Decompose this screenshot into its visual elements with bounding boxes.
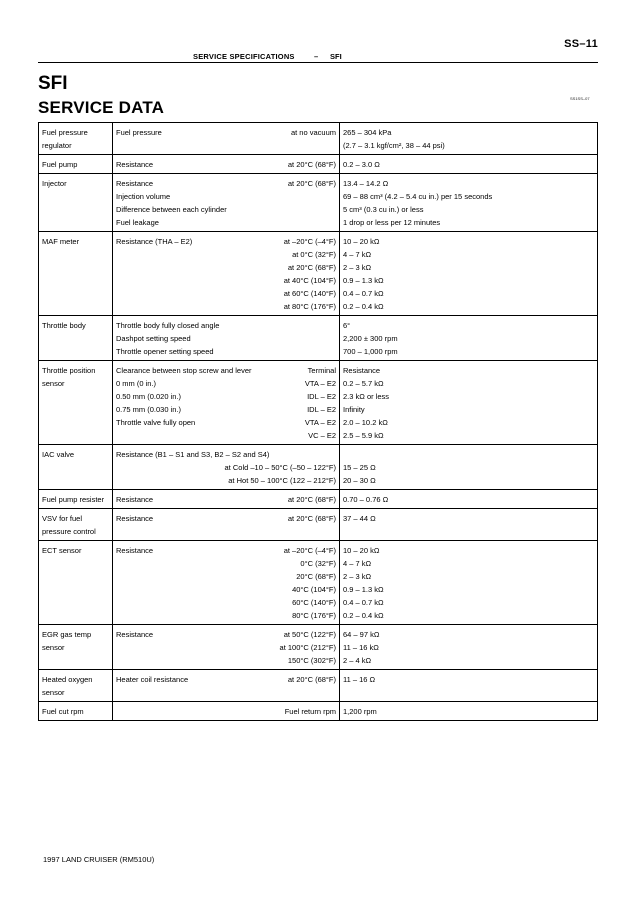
spec-condition: 60°C (140°F) [292, 598, 336, 607]
spec-line [116, 190, 336, 203]
spec-item [39, 316, 113, 361]
spec-value: 10 – 20 kΩ [343, 237, 380, 246]
spec-label: Throttle valve fully open [116, 418, 196, 427]
spec-line [116, 416, 336, 429]
spec-item-label: Heated oxygen sensor [42, 675, 93, 697]
spec-item [39, 490, 113, 509]
spec-item [39, 509, 113, 541]
spec-line [116, 216, 336, 229]
spec-value: 64 – 97 kΩ [343, 630, 380, 639]
spec-condition: at 20°C (68°F) [287, 675, 336, 684]
spec-values [340, 625, 598, 670]
spec-conditions [113, 155, 340, 174]
spec-value: 6° [343, 321, 351, 330]
spec-line [116, 429, 336, 442]
spec-label: Fuel pressure [116, 128, 162, 137]
spec-line [116, 493, 336, 506]
spec-item [39, 670, 113, 702]
spec-value: 0.4 – 0.7 kΩ [343, 289, 384, 298]
spec-line [116, 345, 336, 358]
spec-item-label: MAF meter [42, 237, 80, 246]
spec-label: 0.50 mm (0.020 in.) [116, 392, 182, 401]
spec-value: (2.7 – 3.1 kgf/cm², 38 – 44 psi) [343, 141, 445, 150]
spec-item [39, 541, 113, 625]
spec-condition: at 20°C (68°F) [287, 160, 336, 169]
spec-line [116, 461, 336, 474]
spec-conditions [113, 702, 340, 721]
spec-item-label: Fuel cut rpm [42, 707, 84, 716]
spec-row [39, 316, 598, 361]
running-header-subtitle: SFI [330, 52, 342, 61]
spec-line [116, 319, 336, 332]
spec-condition: 20°C (68°F) [296, 572, 336, 581]
spec-value: 2 – 3 kΩ [343, 263, 372, 272]
spec-values [340, 361, 598, 445]
spec-value: 1 drop or less per 12 minutes [343, 218, 441, 227]
spec-value: 0.2 – 5.7 kΩ [343, 379, 384, 388]
spec-condition: Terminal [307, 366, 336, 375]
spec-value: 2.0 – 10.2 kΩ [343, 418, 388, 427]
spec-value: 4 – 7 kΩ [343, 559, 372, 568]
spec-condition: at 0°C (32°F) [292, 250, 336, 259]
spec-values [340, 155, 598, 174]
spec-value: 1,200 rpm [343, 707, 377, 716]
spec-values [340, 174, 598, 232]
spec-row [39, 123, 598, 155]
spec-line [116, 596, 336, 609]
page-number: SS–11 [564, 38, 598, 50]
spec-condition: at –20°C (–4°F) [283, 546, 336, 555]
service-data-table [38, 122, 598, 721]
spec-condition: at 20°C (68°F) [287, 179, 336, 188]
spec-condition: VTA – E2 [304, 418, 336, 427]
spec-condition: at Hot 50 – 100°C (122 – 212°F) [228, 476, 336, 485]
spec-line [116, 628, 336, 641]
spec-value: 69 – 88 cm³ (4.2 – 5.4 cu in.) per 15 seconds [343, 192, 493, 201]
spec-conditions [113, 174, 340, 232]
spec-label: 0.75 mm (0.030 in.) [116, 405, 182, 414]
spec-line [116, 390, 336, 403]
spec-item-label: EGR gas temp sensor [42, 630, 92, 652]
spec-item-label: ECT sensor [42, 546, 82, 555]
spec-condition: at no vacuum [290, 128, 336, 137]
spec-value: 4 – 7 kΩ [343, 250, 372, 259]
spec-value: 13.4 – 14.2 Ω [343, 179, 389, 188]
spec-condition: 40°C (104°F) [292, 585, 336, 594]
spec-item-label: IAC valve [42, 450, 75, 459]
spec-label: Dashpot setting speed [116, 334, 191, 343]
spec-line [116, 512, 336, 525]
spec-condition: 0°C (32°F) [300, 559, 336, 568]
spec-value: 700 – 1,000 rpm [343, 347, 398, 356]
spec-line [116, 705, 336, 718]
spec-row [39, 702, 598, 721]
spec-item [39, 174, 113, 232]
spec-line [116, 158, 336, 171]
spec-item-label: Fuel pressure regulator [42, 128, 88, 150]
spec-line [116, 287, 336, 300]
spec-value [343, 448, 594, 461]
spec-label: Throttle body fully closed angle [116, 321, 220, 330]
spec-conditions [113, 361, 340, 445]
spec-line [116, 609, 336, 622]
spec-condition: 80°C (176°F) [292, 611, 336, 620]
spec-label: Resistance [116, 179, 154, 188]
spec-label: Resistance [116, 514, 154, 523]
spec-row [39, 509, 598, 541]
spec-item [39, 625, 113, 670]
spec-row [39, 670, 598, 702]
spec-condition: IDL – E2 [307, 392, 336, 401]
spec-values [340, 670, 598, 702]
spec-label: Fuel leakage [116, 218, 159, 227]
spec-condition: VC – E2 [308, 431, 336, 440]
spec-condition: at 80°C (176°F) [283, 302, 336, 311]
spec-condition: at 60°C (140°F) [283, 289, 336, 298]
spec-value: Infinity [343, 405, 365, 414]
spec-values [340, 702, 598, 721]
spec-values [340, 123, 598, 155]
section-title: SFI [38, 73, 68, 94]
spec-condition: at 40°C (104°F) [283, 276, 336, 285]
spec-conditions [113, 123, 340, 155]
spec-condition: at 20°C (68°F) [287, 263, 336, 272]
spec-value: 2.5 – 5.9 kΩ [343, 431, 384, 440]
spec-item [39, 445, 113, 490]
spec-condition: at 100°C (212°F) [279, 643, 336, 652]
spec-condition: at 20°C (68°F) [287, 514, 336, 523]
spec-line [116, 364, 336, 377]
page-title: SERVICE DATA [38, 98, 165, 117]
spec-row [39, 174, 598, 232]
spec-condition: Fuel return rpm [284, 707, 336, 716]
spec-item [39, 232, 113, 316]
spec-line [116, 673, 336, 686]
spec-item-label: Throttle body [42, 321, 86, 330]
spec-value: 10 – 20 kΩ [343, 546, 380, 555]
spec-value: 2,200 ± 300 rpm [343, 334, 398, 343]
spec-conditions [113, 625, 340, 670]
spec-row [39, 232, 598, 316]
spec-line [116, 261, 336, 274]
spec-line [116, 139, 336, 152]
spec-value: 20 – 30 Ω [343, 476, 376, 485]
spec-row [39, 155, 598, 174]
spec-label: Resistance (B1 – S1 and S3, B2 – S2 and S4) [116, 450, 270, 459]
running-header-title: SERVICE SPECIFICATIONS [193, 52, 295, 61]
spec-line [116, 583, 336, 596]
spec-line [116, 448, 336, 461]
spec-row [39, 625, 598, 670]
spec-line [116, 300, 336, 313]
spec-values [340, 445, 598, 490]
spec-conditions [113, 445, 340, 490]
spec-line [116, 203, 336, 216]
spec-row [39, 361, 598, 445]
spec-line [116, 403, 336, 416]
spec-label: Injection volume [116, 192, 171, 201]
spec-line [116, 274, 336, 287]
header-rule [38, 62, 598, 63]
spec-condition: VTA – E2 [304, 379, 336, 388]
spec-item [39, 702, 113, 721]
spec-condition: at 50°C (122°F) [283, 630, 336, 639]
spec-value: 11 – 16 kΩ [343, 643, 379, 652]
spec-line [116, 474, 336, 487]
spec-label: Heater coil resistance [116, 675, 189, 684]
spec-value: 5 cm³ (0.3 cu in.) or less [343, 205, 424, 214]
spec-item-label: Injector [42, 179, 67, 188]
spec-condition: at –20°C (–4°F) [283, 237, 336, 246]
spec-condition: at Cold –10 – 50°C (–50 – 122°F) [224, 463, 336, 472]
spec-value: 0.2 – 3.0 Ω [343, 160, 380, 169]
spec-line [116, 332, 336, 345]
spec-item-label: Fuel pump resister [42, 495, 105, 504]
spec-label: Resistance [116, 160, 154, 169]
spec-conditions [113, 490, 340, 509]
spec-item [39, 361, 113, 445]
spec-line [116, 544, 336, 557]
spec-item [39, 155, 113, 174]
spec-value: 2 – 3 kΩ [343, 572, 372, 581]
spec-item-label: VSV for fuel pressure control [42, 514, 96, 536]
spec-value: 0.2 – 0.4 kΩ [343, 302, 384, 311]
spec-values [340, 541, 598, 625]
spec-line [116, 177, 336, 190]
spec-value: 265 – 304 kPa [343, 128, 392, 137]
spec-conditions [113, 232, 340, 316]
spec-label: Throttle opener setting speed [116, 347, 214, 356]
spec-condition: IDL – E2 [307, 405, 336, 414]
spec-value: 15 – 25 Ω [343, 463, 376, 472]
spec-conditions [113, 670, 340, 702]
spec-row [39, 490, 598, 509]
spec-values [340, 316, 598, 361]
spec-label: Resistance [116, 546, 154, 555]
spec-condition: at 20°C (68°F) [287, 495, 336, 504]
spec-line [116, 235, 336, 248]
spec-value: 0.9 – 1.3 kΩ [343, 276, 384, 285]
spec-values [340, 490, 598, 509]
spec-conditions [113, 509, 340, 541]
spec-line [116, 641, 336, 654]
spec-value: 0.9 – 1.3 kΩ [343, 585, 384, 594]
spec-item [39, 123, 113, 155]
spec-values [340, 509, 598, 541]
spec-line [116, 570, 336, 583]
spec-item-label: Throttle position sensor [42, 366, 96, 388]
spec-value: 0.4 – 0.7 kΩ [343, 598, 384, 607]
reference-code: SS1SS–07 [570, 96, 590, 101]
spec-row [39, 445, 598, 490]
spec-condition: 150°C (302°F) [287, 656, 336, 665]
spec-value: 0.2 – 0.4 kΩ [343, 611, 384, 620]
spec-item-label: Fuel pump [42, 160, 78, 169]
spec-value: 2 – 4 kΩ [343, 656, 372, 665]
spec-line [116, 248, 336, 261]
spec-line [116, 654, 336, 667]
spec-row [39, 541, 598, 625]
spec-label: Resistance [116, 495, 154, 504]
spec-line [116, 557, 336, 570]
spec-value: 0.70 – 0.76 Ω [343, 495, 389, 504]
spec-line [116, 126, 336, 139]
spec-label: Resistance [116, 630, 154, 639]
footer-model: 1997 LAND CRUISER (RM510U) [43, 855, 155, 864]
spec-label: 0 mm (0 in.) [116, 379, 157, 388]
spec-conditions [113, 316, 340, 361]
spec-value: 2.3 kΩ or less [343, 392, 390, 401]
spec-label: Resistance (THA – E2) [116, 237, 193, 246]
spec-label: Difference between each cylinder [116, 205, 227, 214]
spec-line [116, 377, 336, 390]
spec-label: Clearance between stop screw and lever [116, 366, 252, 375]
spec-value: 11 – 16 Ω [343, 675, 376, 684]
spec-value: Resistance [343, 366, 381, 375]
spec-conditions [113, 541, 340, 625]
spec-values [340, 232, 598, 316]
spec-value: 37 – 44 Ω [343, 514, 376, 523]
running-header-separator: – [314, 52, 319, 61]
